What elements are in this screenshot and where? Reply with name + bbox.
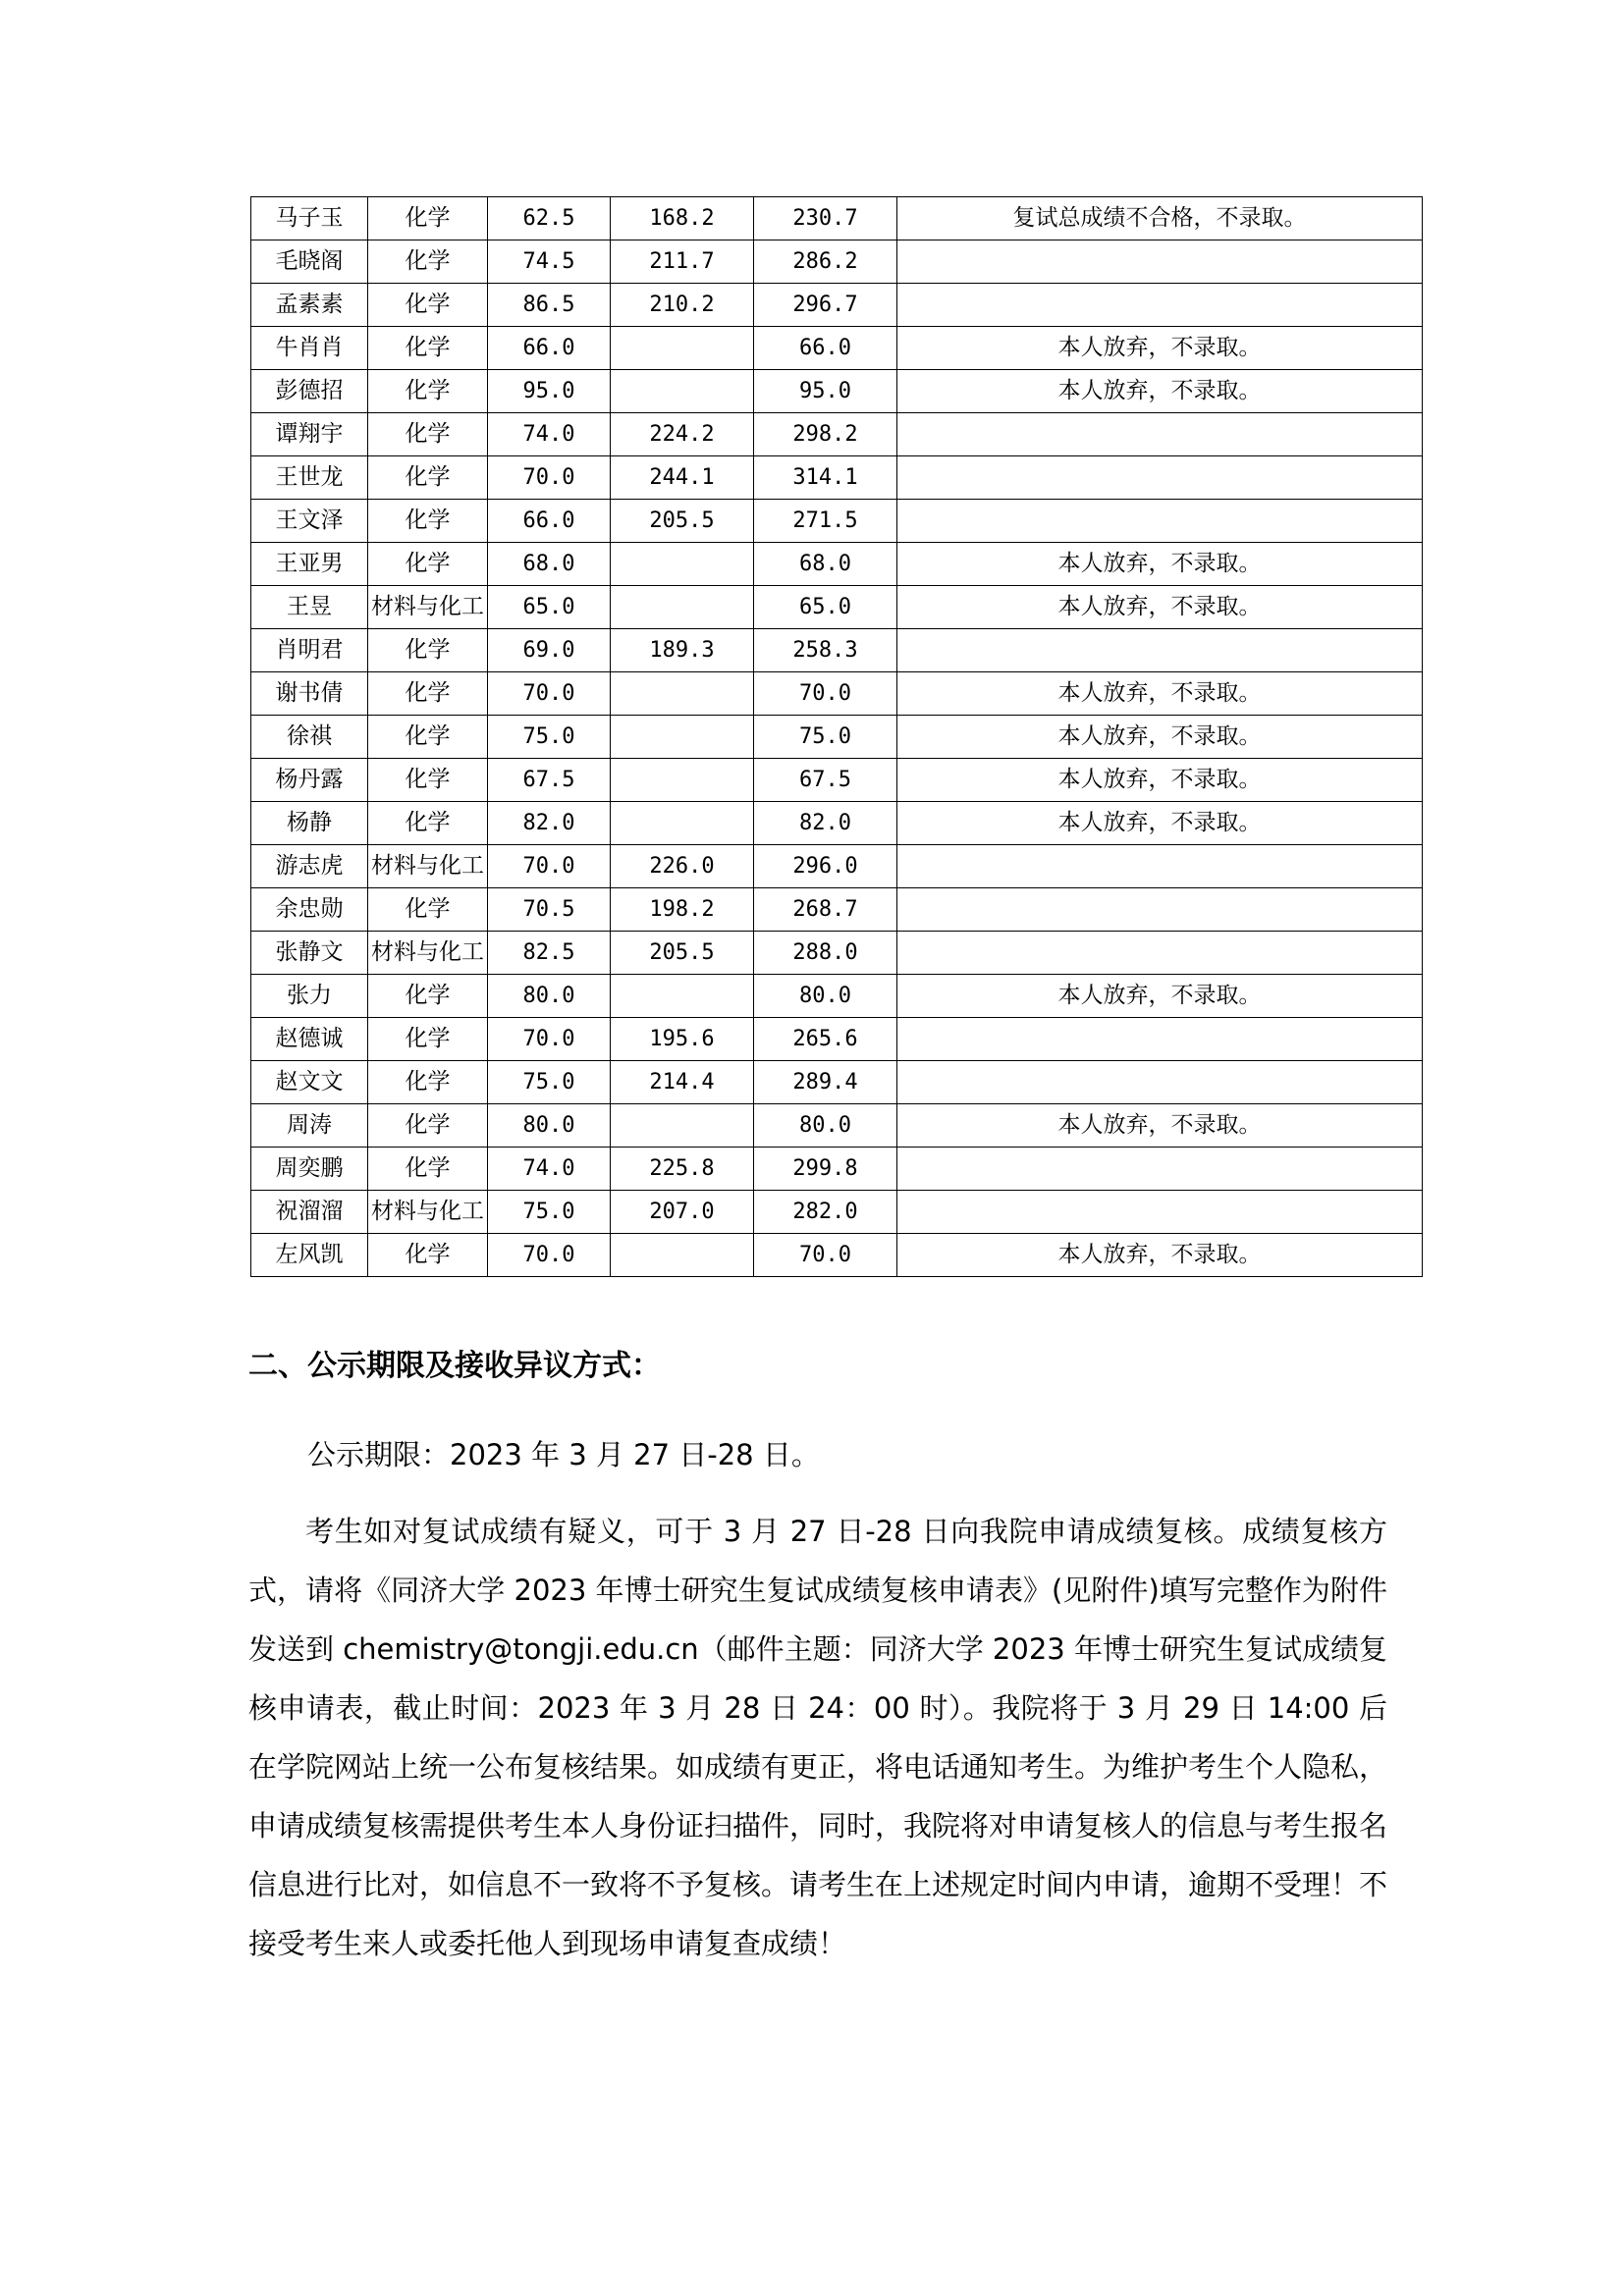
table-row bbox=[251, 716, 1423, 759]
score-total-cell: 75.0 bbox=[754, 716, 897, 759]
remark-cell bbox=[897, 1018, 1423, 1061]
candidate-major-cell: 材料与化工 bbox=[368, 586, 488, 629]
score-second-cell: 207.0 bbox=[611, 1191, 754, 1234]
score-total-cell: 65.0 bbox=[754, 586, 897, 629]
score-total-cell: 289.4 bbox=[754, 1061, 897, 1104]
table-row bbox=[251, 240, 1423, 284]
remark-cell bbox=[897, 1191, 1423, 1234]
score-first-cell: 67.5 bbox=[488, 759, 611, 802]
candidate-name-cell: 王世龙 bbox=[251, 456, 368, 500]
section-heading: 二、公示期限及接收异议方式： bbox=[248, 1349, 661, 1383]
candidate-name-cell: 左风凯 bbox=[251, 1234, 368, 1277]
score-first-cell: 70.5 bbox=[488, 888, 611, 932]
score-second-cell: 198.2 bbox=[611, 888, 754, 932]
score-first-cell: 74.0 bbox=[488, 1148, 611, 1191]
remark-cell: 本人放弃，不录取。 bbox=[897, 543, 1423, 586]
score-first-cell: 86.5 bbox=[488, 284, 611, 327]
candidate-major-cell: 材料与化工 bbox=[368, 1191, 488, 1234]
score-total-cell: 80.0 bbox=[754, 1104, 897, 1148]
score-total-cell: 70.0 bbox=[754, 672, 897, 716]
table-row bbox=[251, 845, 1423, 888]
candidate-major-cell: 化学 bbox=[368, 759, 488, 802]
score-total-cell: 271.5 bbox=[754, 500, 897, 543]
candidate-name-cell: 赵德诚 bbox=[251, 1018, 368, 1061]
candidate-name-cell: 王昱 bbox=[251, 586, 368, 629]
table-row bbox=[251, 1018, 1423, 1061]
score-second-cell bbox=[611, 1104, 754, 1148]
score-second-cell: 210.2 bbox=[611, 284, 754, 327]
table-row bbox=[251, 1061, 1423, 1104]
score-second-cell bbox=[611, 802, 754, 845]
candidate-name-cell: 彭德招 bbox=[251, 370, 368, 413]
table-row bbox=[251, 802, 1423, 845]
score-first-cell: 75.0 bbox=[488, 1191, 611, 1234]
remark-cell bbox=[897, 629, 1423, 672]
remark-cell: 本人放弃，不录取。 bbox=[897, 1234, 1423, 1277]
candidate-name-cell: 毛晓阁 bbox=[251, 240, 368, 284]
score-second-cell bbox=[611, 716, 754, 759]
candidate-name-cell: 孟素素 bbox=[251, 284, 368, 327]
remark-cell bbox=[897, 888, 1423, 932]
score-total-cell: 265.6 bbox=[754, 1018, 897, 1061]
score-total-cell: 299.8 bbox=[754, 1148, 897, 1191]
score-first-cell: 80.0 bbox=[488, 1104, 611, 1148]
remark-cell: 本人放弃，不录取。 bbox=[897, 586, 1423, 629]
review-instructions: 考生如对复试成绩有疑义，可于 3 月 27 日-28 日向我院申请成绩复核。成绩复核方式，请将《同济大学 2023 年博士研究生复试成绩复核申请表》(见附件)填写完整作为附件发送到 chemistry@tongji.edu.cn（邮件主题：同济大学 2023 年博士研究生复试成绩复核申请表，截止时间：2023 年 3 月 28 日 24：00 时）。我院将于 3 月 29 日 14:00 后在学院网站上统一公布复核结果。如成绩有更正，将电话通知考生。为维护考生个人隐私，申请成绩复核需提供考生本人身份证扫描件，同时，我院将对申请复核人的信息与考生报名信息进行比对，如信息不一致将不予复核。请考生在上述规定时间内申请，逾期不受理！不接受考生来人或委托他人到现场申请复查成绩！ bbox=[248, 1515, 1388, 1960]
candidate-major-cell: 化学 bbox=[368, 672, 488, 716]
score-first-cell: 82.5 bbox=[488, 932, 611, 975]
remark-cell: 本人放弃，不录取。 bbox=[897, 759, 1423, 802]
score-second-cell bbox=[611, 975, 754, 1018]
table-row bbox=[251, 629, 1423, 672]
score-first-cell: 70.0 bbox=[488, 672, 611, 716]
score-table-body bbox=[251, 197, 1423, 1277]
score-first-cell: 70.0 bbox=[488, 1234, 611, 1277]
score-table bbox=[250, 196, 1423, 1277]
publicity-period: 公示期限：2023 年 3 月 27 日-28 日。 bbox=[307, 1438, 820, 1471]
score-second-cell: 195.6 bbox=[611, 1018, 754, 1061]
remark-cell: 本人放弃，不录取。 bbox=[897, 327, 1423, 370]
candidate-name-cell: 谭翔宇 bbox=[251, 413, 368, 456]
score-second-cell: 211.7 bbox=[611, 240, 754, 284]
remark-cell: 复试总成绩不合格，不录取。 bbox=[897, 197, 1423, 240]
score-second-cell: 214.4 bbox=[611, 1061, 754, 1104]
score-second-cell: 224.2 bbox=[611, 413, 754, 456]
table-row bbox=[251, 975, 1423, 1018]
remark-cell: 本人放弃，不录取。 bbox=[897, 370, 1423, 413]
candidate-name-cell: 王亚男 bbox=[251, 543, 368, 586]
candidate-name-cell: 谢书倩 bbox=[251, 672, 368, 716]
remark-cell bbox=[897, 284, 1423, 327]
score-first-cell: 74.5 bbox=[488, 240, 611, 284]
table-row bbox=[251, 672, 1423, 716]
score-total-cell: 298.2 bbox=[754, 413, 897, 456]
score-second-cell: 225.8 bbox=[611, 1148, 754, 1191]
score-first-cell: 70.0 bbox=[488, 1018, 611, 1061]
score-total-cell: 288.0 bbox=[754, 932, 897, 975]
table-row bbox=[251, 197, 1423, 240]
score-second-cell bbox=[611, 759, 754, 802]
candidate-major-cell: 化学 bbox=[368, 1018, 488, 1061]
remark-cell bbox=[897, 1148, 1423, 1191]
remark-cell: 本人放弃，不录取。 bbox=[897, 672, 1423, 716]
score-total-cell: 68.0 bbox=[754, 543, 897, 586]
candidate-name-cell: 张力 bbox=[251, 975, 368, 1018]
remark-cell bbox=[897, 240, 1423, 284]
candidate-major-cell: 化学 bbox=[368, 716, 488, 759]
candidate-major-cell: 化学 bbox=[368, 543, 488, 586]
remark-cell bbox=[897, 456, 1423, 500]
table-row bbox=[251, 759, 1423, 802]
score-first-cell: 82.0 bbox=[488, 802, 611, 845]
candidate-major-cell: 化学 bbox=[368, 327, 488, 370]
candidate-name-cell: 肖明君 bbox=[251, 629, 368, 672]
score-total-cell: 286.2 bbox=[754, 240, 897, 284]
table-row bbox=[251, 327, 1423, 370]
score-second-cell: 168.2 bbox=[611, 197, 754, 240]
candidate-major-cell: 化学 bbox=[368, 413, 488, 456]
table-row bbox=[251, 456, 1423, 500]
remark-cell: 本人放弃，不录取。 bbox=[897, 1104, 1423, 1148]
table-row bbox=[251, 586, 1423, 629]
score-second-cell bbox=[611, 586, 754, 629]
table-row bbox=[251, 543, 1423, 586]
remark-cell: 本人放弃，不录取。 bbox=[897, 716, 1423, 759]
table-row bbox=[251, 370, 1423, 413]
score-total-cell: 314.1 bbox=[754, 456, 897, 500]
table-row bbox=[251, 1148, 1423, 1191]
score-total-cell: 296.7 bbox=[754, 284, 897, 327]
candidate-major-cell: 化学 bbox=[368, 629, 488, 672]
score-first-cell: 80.0 bbox=[488, 975, 611, 1018]
score-first-cell: 70.0 bbox=[488, 845, 611, 888]
candidate-major-cell: 化学 bbox=[368, 802, 488, 845]
candidate-major-cell: 化学 bbox=[368, 456, 488, 500]
score-total-cell: 230.7 bbox=[754, 197, 897, 240]
candidate-major-cell: 化学 bbox=[368, 197, 488, 240]
score-total-cell: 95.0 bbox=[754, 370, 897, 413]
candidate-name-cell: 赵文文 bbox=[251, 1061, 368, 1104]
table-row bbox=[251, 1191, 1423, 1234]
candidate-name-cell: 马子玉 bbox=[251, 197, 368, 240]
candidate-major-cell: 化学 bbox=[368, 1061, 488, 1104]
table-row bbox=[251, 413, 1423, 456]
score-first-cell: 66.0 bbox=[488, 327, 611, 370]
candidate-name-cell: 杨丹露 bbox=[251, 759, 368, 802]
score-total-cell: 67.5 bbox=[754, 759, 897, 802]
score-first-cell: 68.0 bbox=[488, 543, 611, 586]
score-total-cell: 296.0 bbox=[754, 845, 897, 888]
candidate-name-cell: 游志虎 bbox=[251, 845, 368, 888]
candidate-name-cell: 王文泽 bbox=[251, 500, 368, 543]
score-second-cell bbox=[611, 327, 754, 370]
score-total-cell: 258.3 bbox=[754, 629, 897, 672]
score-total-cell: 282.0 bbox=[754, 1191, 897, 1234]
score-total-cell: 82.0 bbox=[754, 802, 897, 845]
score-first-cell: 65.0 bbox=[488, 586, 611, 629]
candidate-name-cell: 祝溜溜 bbox=[251, 1191, 368, 1234]
remark-cell: 本人放弃，不录取。 bbox=[897, 975, 1423, 1018]
remark-cell bbox=[897, 845, 1423, 888]
candidate-major-cell: 化学 bbox=[368, 975, 488, 1018]
table-row bbox=[251, 500, 1423, 543]
score-second-cell bbox=[611, 672, 754, 716]
candidate-major-cell: 化学 bbox=[368, 1104, 488, 1148]
score-second-cell: 205.5 bbox=[611, 500, 754, 543]
candidate-name-cell: 杨静 bbox=[251, 802, 368, 845]
score-second-cell: 205.5 bbox=[611, 932, 754, 975]
remark-cell bbox=[897, 1061, 1423, 1104]
score-total-cell: 80.0 bbox=[754, 975, 897, 1018]
table-row bbox=[251, 932, 1423, 975]
candidate-major-cell: 化学 bbox=[368, 1234, 488, 1277]
remark-cell bbox=[897, 413, 1423, 456]
candidate-major-cell: 化学 bbox=[368, 1148, 488, 1191]
remark-cell bbox=[897, 932, 1423, 975]
score-first-cell: 75.0 bbox=[488, 716, 611, 759]
table-row bbox=[251, 888, 1423, 932]
score-first-cell: 69.0 bbox=[488, 629, 611, 672]
candidate-major-cell: 化学 bbox=[368, 284, 488, 327]
candidate-name-cell: 周奕鹏 bbox=[251, 1148, 368, 1191]
score-total-cell: 268.7 bbox=[754, 888, 897, 932]
table-row bbox=[251, 284, 1423, 327]
candidate-name-cell: 张静文 bbox=[251, 932, 368, 975]
score-total-cell: 66.0 bbox=[754, 327, 897, 370]
candidate-major-cell: 化学 bbox=[368, 500, 488, 543]
table-row bbox=[251, 1234, 1423, 1277]
score-second-cell: 226.0 bbox=[611, 845, 754, 888]
score-second-cell bbox=[611, 370, 754, 413]
candidate-name-cell: 余忠勋 bbox=[251, 888, 368, 932]
remark-cell: 本人放弃，不录取。 bbox=[897, 802, 1423, 845]
score-first-cell: 74.0 bbox=[488, 413, 611, 456]
candidate-name-cell: 周涛 bbox=[251, 1104, 368, 1148]
candidate-major-cell: 化学 bbox=[368, 240, 488, 284]
candidate-name-cell: 牛肖肖 bbox=[251, 327, 368, 370]
score-first-cell: 95.0 bbox=[488, 370, 611, 413]
score-second-cell: 244.1 bbox=[611, 456, 754, 500]
candidate-name-cell: 徐祺 bbox=[251, 716, 368, 759]
table-row bbox=[251, 1104, 1423, 1148]
score-second-cell bbox=[611, 543, 754, 586]
candidate-major-cell: 化学 bbox=[368, 370, 488, 413]
score-second-cell bbox=[611, 1234, 754, 1277]
score-first-cell: 75.0 bbox=[488, 1061, 611, 1104]
score-total-cell: 70.0 bbox=[754, 1234, 897, 1277]
candidate-major-cell: 材料与化工 bbox=[368, 932, 488, 975]
candidate-major-cell: 材料与化工 bbox=[368, 845, 488, 888]
score-first-cell: 62.5 bbox=[488, 197, 611, 240]
candidate-major-cell: 化学 bbox=[368, 888, 488, 932]
remark-cell bbox=[897, 500, 1423, 543]
score-first-cell: 70.0 bbox=[488, 456, 611, 500]
score-first-cell: 66.0 bbox=[488, 500, 611, 543]
score-second-cell: 189.3 bbox=[611, 629, 754, 672]
